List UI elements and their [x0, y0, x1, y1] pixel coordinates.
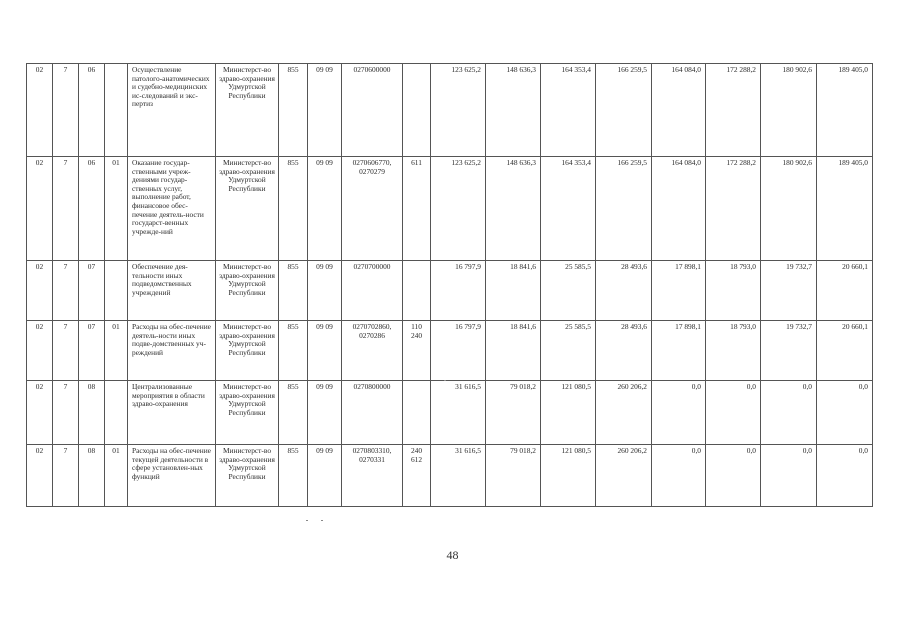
- table-row: [27, 64, 873, 157]
- cell-om: 08: [79, 381, 105, 445]
- cell-2016: 79 018,2: [486, 445, 541, 507]
- cell-2018: 28 493,6: [596, 321, 652, 381]
- cell-2017: 164 353,4: [541, 64, 596, 157]
- cell-2018: 28 493,6: [596, 261, 652, 321]
- cell-2019: 164 084,0: [652, 64, 706, 157]
- cell-2019: 17 898,1: [652, 261, 706, 321]
- cell-2018: 260 206,2: [596, 381, 652, 445]
- cell-admin: Министерст-во здраво-охранения Удмуртской Республики: [216, 381, 279, 445]
- cell-2021: 180 902,6: [761, 64, 817, 157]
- cell-rz: 09 09: [308, 445, 342, 507]
- cell-om: 08: [79, 445, 105, 507]
- cell-2022: 20 660,1: [817, 261, 873, 321]
- cell-admin: Министерст-во здраво-охранения Удмуртской Республики: [216, 445, 279, 507]
- cell-name: Осуществление патолого-анатомических и судебно-медицинских ис-следований и экс-пертиз: [128, 64, 216, 157]
- table-row: [27, 381, 873, 445]
- cell-gp: 02: [27, 64, 53, 157]
- cell-csr: 0270800000: [342, 381, 403, 445]
- cell-2022: 20 660,1: [817, 321, 873, 381]
- cell-name: Обеспечение дея-тельности иных подведомственных учреждений: [128, 261, 216, 321]
- cell-nm: 01: [105, 445, 128, 507]
- cell-2019: 0,0: [652, 445, 706, 507]
- cell-2021: 0,0: [761, 381, 817, 445]
- cell-rz: 09 09: [308, 321, 342, 381]
- cell-nm: [105, 64, 128, 157]
- cell-name: Расходы на обес-печение текущей деятельности в сфере установлен-ных функций: [128, 445, 216, 507]
- cell-pp: 7: [53, 321, 79, 381]
- cell-2015: 16 797,9: [431, 261, 486, 321]
- cell-2016: 148 636,3: [486, 157, 541, 261]
- cell-2022: 189 405,0: [817, 64, 873, 157]
- cell-2021: 180 902,6: [761, 157, 817, 261]
- cell-vr: 240 612: [403, 445, 431, 507]
- cell-2016: 148 636,3: [486, 64, 541, 157]
- cell-name: Оказание государ-ственными учреж-дениями государ-ственных услуг, выполнение работ, финансовое обес-печение деятель-ности государст-венных учрежде-ний: [128, 157, 216, 261]
- cell-grbs: 855: [279, 445, 308, 507]
- cell-2015: 31 616,5: [431, 381, 486, 445]
- scan-speck: [321, 520, 323, 521]
- cell-2019: 0,0: [652, 381, 706, 445]
- scan-speck: [306, 520, 308, 521]
- table-row: [27, 157, 873, 261]
- cell-pp: 7: [53, 157, 79, 261]
- cell-nm: 01: [105, 157, 128, 261]
- cell-2022: 0,0: [817, 445, 873, 507]
- cell-2019: 17 898,1: [652, 321, 706, 381]
- cell-name: Централизованные мероприятия в области здраво-охранения: [128, 381, 216, 445]
- cell-pp: 7: [53, 261, 79, 321]
- page-number: 48: [446, 548, 459, 562]
- cell-2020: 18 793,0: [706, 321, 761, 381]
- cell-nm: 01: [105, 321, 128, 381]
- cell-2017: 121 080,5: [541, 445, 596, 507]
- cell-om: 06: [79, 157, 105, 261]
- cell-rz: 09 09: [308, 64, 342, 157]
- cell-2021: 19 732,7: [761, 261, 817, 321]
- cell-grbs: 855: [279, 64, 308, 157]
- budget-table: [26, 63, 873, 507]
- cell-nm: [105, 261, 128, 321]
- cell-pp: 7: [53, 445, 79, 507]
- cell-rz: 09 09: [308, 157, 342, 261]
- cell-gp: 02: [27, 321, 53, 381]
- table-row: [27, 321, 873, 381]
- cell-2015: 16 797,9: [431, 321, 486, 381]
- cell-2018: 260 206,2: [596, 445, 652, 507]
- cell-2015: 123 625,2: [431, 157, 486, 261]
- cell-rz: 09 09: [308, 381, 342, 445]
- cell-2017: 164 353,4: [541, 157, 596, 261]
- cell-gp: 02: [27, 261, 53, 321]
- cell-2022: 189 405,0: [817, 157, 873, 261]
- cell-csr: 0270803310, 0270331: [342, 445, 403, 507]
- cell-csr: 0270700000: [342, 261, 403, 321]
- cell-2016: 18 841,6: [486, 321, 541, 381]
- cell-rz: 09 09: [308, 261, 342, 321]
- cell-csr: 0270702860, 0270286: [342, 321, 403, 381]
- cell-gp: 02: [27, 381, 53, 445]
- cell-2020: 172 288,2: [706, 64, 761, 157]
- table-row: [27, 445, 873, 507]
- cell-2021: 19 732,7: [761, 321, 817, 381]
- cell-2017: 25 585,5: [541, 321, 596, 381]
- cell-admin: Министерст-во здраво-охранения Удмуртской Республики: [216, 321, 279, 381]
- scan-speck: [444, 380, 446, 381]
- cell-om: 06: [79, 64, 105, 157]
- cell-grbs: 855: [279, 157, 308, 261]
- cell-2020: 172 288,2: [706, 157, 761, 261]
- cell-csr: 0270600000: [342, 64, 403, 157]
- cell-2021: 0,0: [761, 445, 817, 507]
- cell-2016: 18 841,6: [486, 261, 541, 321]
- cell-pp: 7: [53, 381, 79, 445]
- cell-2020: 0,0: [706, 445, 761, 507]
- cell-admin: Министерст-во здраво-охранения Удмуртской Республики: [216, 157, 279, 261]
- cell-om: 07: [79, 261, 105, 321]
- table-row: [27, 261, 873, 321]
- cell-2015: 31 616,5: [431, 445, 486, 507]
- cell-grbs: 855: [279, 381, 308, 445]
- cell-vr: 110 240: [403, 321, 431, 381]
- cell-2017: 121 080,5: [541, 381, 596, 445]
- cell-grbs: 855: [279, 261, 308, 321]
- cell-vr: [403, 64, 431, 157]
- cell-2017: 25 585,5: [541, 261, 596, 321]
- cell-2015: 123 625,2: [431, 64, 486, 157]
- cell-admin: Министерст-во здраво-охранения Удмуртской Республики: [216, 261, 279, 321]
- cell-gp: 02: [27, 157, 53, 261]
- cell-2020: 0,0: [706, 381, 761, 445]
- cell-nm: [105, 381, 128, 445]
- cell-2019: 164 084,0: [652, 157, 706, 261]
- cell-2016: 79 018,2: [486, 381, 541, 445]
- cell-2020: 18 793,0: [706, 261, 761, 321]
- budget-table-body: [27, 64, 873, 507]
- cell-name: Расходы на обес-печение деятель-ности иных подве-домственных уч-реждений: [128, 321, 216, 381]
- cell-vr: 611: [403, 157, 431, 261]
- cell-vr: [403, 261, 431, 321]
- cell-admin: Министерст-во здраво-охранения Удмуртской Республики: [216, 64, 279, 157]
- cell-vr: [403, 381, 431, 445]
- cell-grbs: 855: [279, 321, 308, 381]
- cell-gp: 02: [27, 445, 53, 507]
- cell-2022: 0,0: [817, 381, 873, 445]
- cell-om: 07: [79, 321, 105, 381]
- cell-csr: 0270606770, 0270279: [342, 157, 403, 261]
- cell-2018: 166 259,5: [596, 157, 652, 261]
- cell-pp: 7: [53, 64, 79, 157]
- cell-2018: 166 259,5: [596, 64, 652, 157]
